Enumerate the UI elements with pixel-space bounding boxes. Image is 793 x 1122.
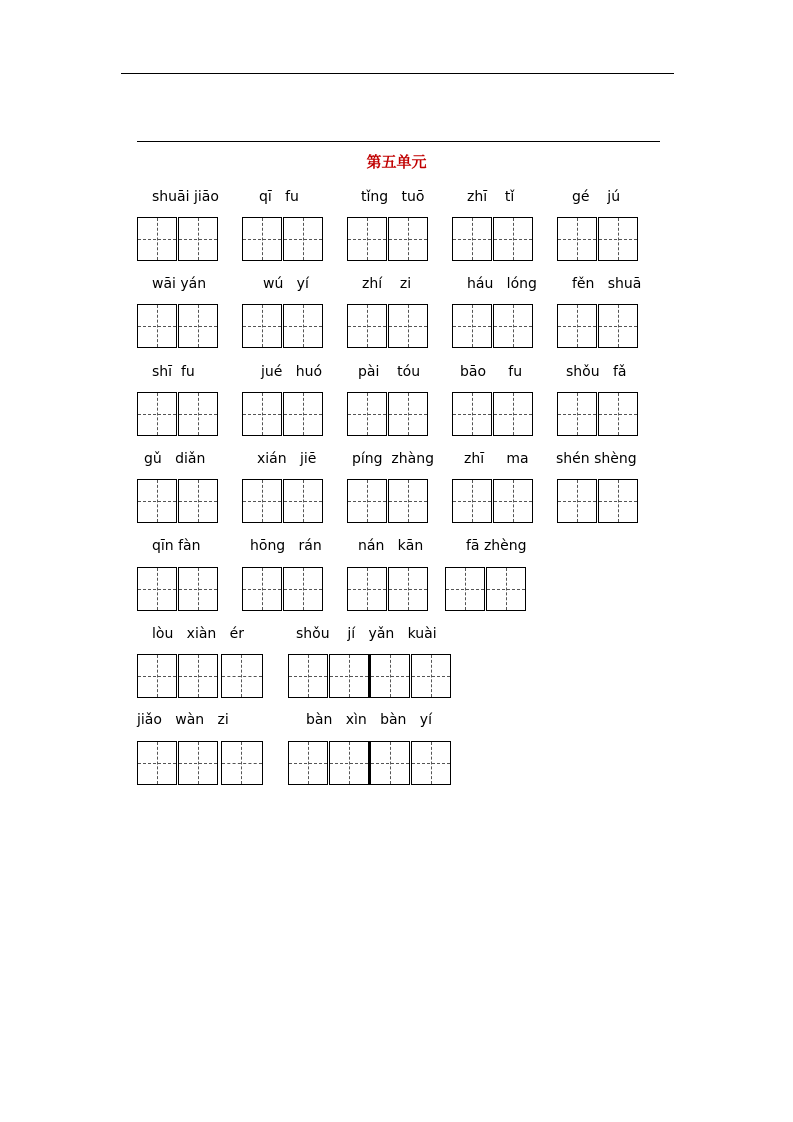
writing-cell	[347, 304, 387, 348]
pinyin-label: háu lóng	[467, 276, 537, 292]
writing-grid	[242, 217, 324, 261]
writing-grid	[445, 567, 527, 611]
writing-cell	[137, 479, 177, 523]
writing-cell	[452, 392, 492, 436]
writing-cell	[557, 479, 597, 523]
writing-grid	[137, 217, 219, 261]
writing-cell	[242, 479, 282, 523]
pinyin-label: wāi yán	[152, 276, 207, 292]
writing-cell	[493, 217, 533, 261]
writing-cell	[388, 479, 428, 523]
writing-cell	[557, 217, 597, 261]
pinyin-label: xián jiē	[257, 451, 317, 467]
writing-grid	[242, 567, 324, 611]
writing-grid	[137, 392, 219, 436]
writing-grid	[347, 567, 429, 611]
writing-cell	[347, 392, 387, 436]
writing-grid	[242, 304, 324, 348]
pinyin-label: gé jú	[572, 189, 621, 205]
writing-cell	[493, 479, 533, 523]
writing-grid	[242, 392, 324, 436]
writing-cell	[452, 479, 492, 523]
writing-grid	[347, 304, 429, 348]
writing-cell	[178, 479, 218, 523]
pinyin-label: nán kān	[358, 538, 424, 554]
pinyin-label: píng zhàng	[352, 451, 434, 467]
writing-cell	[598, 304, 638, 348]
writing-cell	[452, 304, 492, 348]
writing-cell	[445, 567, 485, 611]
writing-cell	[557, 304, 597, 348]
writing-cell	[137, 392, 177, 436]
writing-cell	[283, 217, 323, 261]
pinyin-label: gǔ diǎn	[144, 451, 206, 467]
writing-cell	[388, 392, 428, 436]
writing-cell	[242, 392, 282, 436]
writing-grid	[452, 392, 534, 436]
writing-cell	[178, 654, 218, 698]
pinyin-label: fā zhèng	[466, 538, 527, 554]
writing-grid	[347, 479, 429, 523]
writing-cell	[486, 567, 526, 611]
writing-grid	[347, 392, 429, 436]
writing-grid	[137, 654, 263, 698]
grid-divider	[368, 654, 371, 698]
pinyin-label: jué huó	[261, 364, 323, 380]
writing-cell	[370, 654, 410, 698]
pinyin-label: jiǎo wàn zi	[137, 712, 229, 728]
writing-grid	[557, 304, 639, 348]
writing-cell	[288, 741, 328, 785]
writing-cell	[178, 567, 218, 611]
writing-cell	[557, 392, 597, 436]
writing-cell	[178, 217, 218, 261]
writing-cell	[178, 304, 218, 348]
writing-grid	[557, 479, 639, 523]
writing-cell	[283, 479, 323, 523]
grid-divider	[368, 741, 371, 785]
header-rule	[121, 73, 674, 74]
writing-cell	[347, 217, 387, 261]
writing-grid	[557, 217, 639, 261]
writing-cell	[137, 654, 177, 698]
writing-cell	[370, 741, 410, 785]
pinyin-label: bàn xìn bàn yí	[306, 712, 432, 728]
writing-cell	[329, 741, 369, 785]
writing-grid	[137, 741, 263, 785]
pinyin-label: fěn shuā	[572, 276, 642, 292]
section-rule	[137, 141, 660, 142]
writing-grid	[452, 217, 534, 261]
writing-grid	[288, 741, 451, 785]
writing-cell	[178, 741, 218, 785]
writing-cell	[242, 567, 282, 611]
writing-cell	[329, 654, 369, 698]
pinyin-label: zhī tǐ	[467, 189, 515, 205]
writing-cell	[388, 567, 428, 611]
writing-cell	[283, 392, 323, 436]
writing-cell	[221, 741, 263, 785]
writing-cell	[493, 304, 533, 348]
writing-grid	[137, 567, 219, 611]
writing-grid	[452, 479, 534, 523]
writing-cell	[411, 654, 451, 698]
pinyin-label: shuāi jiāo	[152, 189, 219, 205]
writing-grid	[557, 392, 639, 436]
writing-cell	[242, 304, 282, 348]
writing-cell	[598, 217, 638, 261]
writing-grid	[288, 654, 451, 698]
writing-cell	[347, 479, 387, 523]
writing-grid	[347, 217, 429, 261]
pinyin-label: qīn fàn	[152, 538, 201, 554]
writing-cell	[221, 654, 263, 698]
writing-grid	[452, 304, 534, 348]
writing-grid	[137, 304, 219, 348]
pinyin-label: wú yí	[263, 276, 309, 292]
writing-cell	[388, 304, 428, 348]
unit-title: 第五单元	[366, 153, 427, 171]
writing-cell	[137, 741, 177, 785]
writing-cell	[452, 217, 492, 261]
writing-cell	[283, 567, 323, 611]
writing-cell	[283, 304, 323, 348]
pinyin-label: shī fu	[152, 364, 195, 380]
pinyin-label: pài tóu	[358, 364, 421, 380]
writing-cell	[178, 392, 218, 436]
pinyin-label: qī fu	[259, 189, 299, 205]
pinyin-label: tǐng tuō	[361, 189, 425, 205]
pinyin-label: hōng rán	[250, 538, 322, 554]
pinyin-label: shén shèng	[556, 451, 637, 467]
writing-cell	[137, 217, 177, 261]
writing-cell	[288, 654, 328, 698]
pinyin-label: shǒu jí yǎn kuài	[296, 626, 437, 642]
writing-grid	[242, 479, 324, 523]
writing-cell	[411, 741, 451, 785]
writing-cell	[137, 567, 177, 611]
pinyin-label: zhí zi	[362, 276, 412, 292]
writing-grid	[137, 479, 219, 523]
pinyin-label: lòu xiàn ér	[152, 626, 245, 642]
pinyin-label: bāo fu	[460, 364, 523, 380]
writing-cell	[388, 217, 428, 261]
writing-cell	[493, 392, 533, 436]
pinyin-label: shǒu fǎ	[566, 364, 627, 380]
pinyin-label: zhī ma	[464, 451, 529, 467]
writing-cell	[347, 567, 387, 611]
writing-cell	[137, 304, 177, 348]
writing-cell	[598, 392, 638, 436]
writing-cell	[598, 479, 638, 523]
writing-cell	[242, 217, 282, 261]
